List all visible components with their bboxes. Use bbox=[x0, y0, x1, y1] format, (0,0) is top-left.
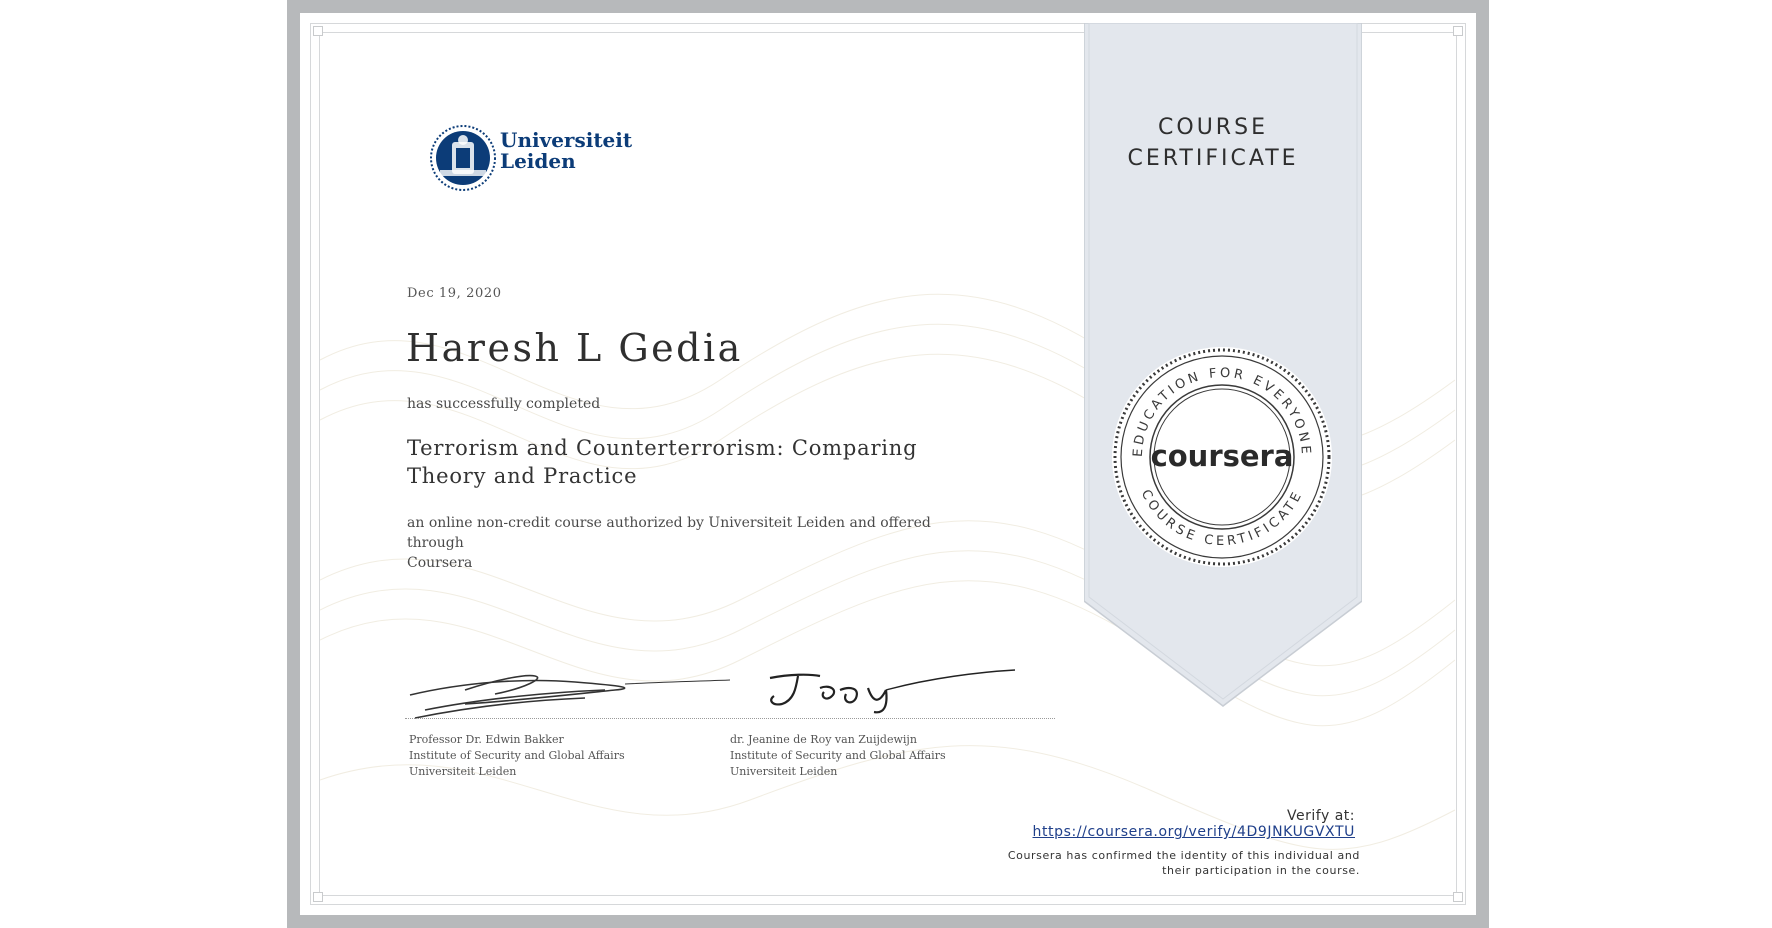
corner-ornament bbox=[1453, 26, 1463, 36]
ribbon-title-line1: COURSE bbox=[1158, 115, 1268, 140]
signer-2-university: Universiteit Leiden bbox=[730, 765, 838, 778]
logo-line2: Leiden bbox=[500, 149, 576, 173]
coursera-seal-icon bbox=[1110, 345, 1335, 570]
corner-ornament bbox=[313, 892, 323, 902]
verify-link[interactable]: https://coursera.org/verify/4D9JNKUGVXTU bbox=[1032, 824, 1355, 840]
signature-line bbox=[405, 718, 1055, 719]
signer-2-institute: Institute of Security and Global Affairs bbox=[730, 749, 946, 762]
logo-line1: Universiteit bbox=[500, 128, 633, 152]
signer-1-name: Professor Dr. Edwin Bakker bbox=[409, 733, 564, 746]
recipient-name: Haresh L Gedia bbox=[406, 326, 743, 370]
course-title-line2: Theory and Practice bbox=[407, 464, 638, 488]
verify-block bbox=[960, 808, 1355, 841]
signer-1 bbox=[409, 732, 625, 780]
corner-ornament bbox=[313, 26, 323, 36]
verify-note-line2: their participation in the course. bbox=[1162, 864, 1360, 877]
verify-note bbox=[985, 848, 1360, 878]
signature-bakker-icon bbox=[405, 660, 735, 720]
verify-label: Verify at: bbox=[1287, 808, 1355, 824]
completed-text: has successfully completed bbox=[407, 396, 601, 412]
ribbon-title bbox=[1084, 112, 1342, 174]
ribbon-title-line2: CERTIFICATE bbox=[1127, 146, 1299, 171]
university-logo-text bbox=[500, 130, 632, 172]
signer-1-university: Universiteit Leiden bbox=[409, 765, 517, 778]
signer-1-institute: Institute of Security and Global Affairs bbox=[409, 749, 625, 762]
corner-ornament bbox=[1453, 892, 1463, 902]
signer-2 bbox=[730, 732, 946, 780]
verify-note-line1: Coursera has confirmed the identity of this individual and bbox=[1007, 849, 1360, 862]
course-title bbox=[407, 434, 967, 490]
completion-date: Dec 19, 2020 bbox=[407, 286, 502, 301]
course-description bbox=[407, 513, 947, 573]
signature-deroy-icon bbox=[760, 666, 1020, 716]
course-title-line1: Terrorism and Counterterrorism: Comparing bbox=[407, 436, 918, 460]
signer-2-name: dr. Jeanine de Roy van Zuijdewijn bbox=[730, 733, 917, 746]
seal-brand: coursera bbox=[1150, 439, 1294, 473]
description-line2: Coursera bbox=[407, 555, 473, 571]
description-line1: an online non-credit course authorized by Universiteit Leiden and offered through bbox=[407, 515, 931, 551]
seal-bottom-text: COURSE CERTIFICATE bbox=[1137, 487, 1307, 550]
seal-top-text: EDUCATION FOR EVERYONE bbox=[1130, 365, 1314, 458]
